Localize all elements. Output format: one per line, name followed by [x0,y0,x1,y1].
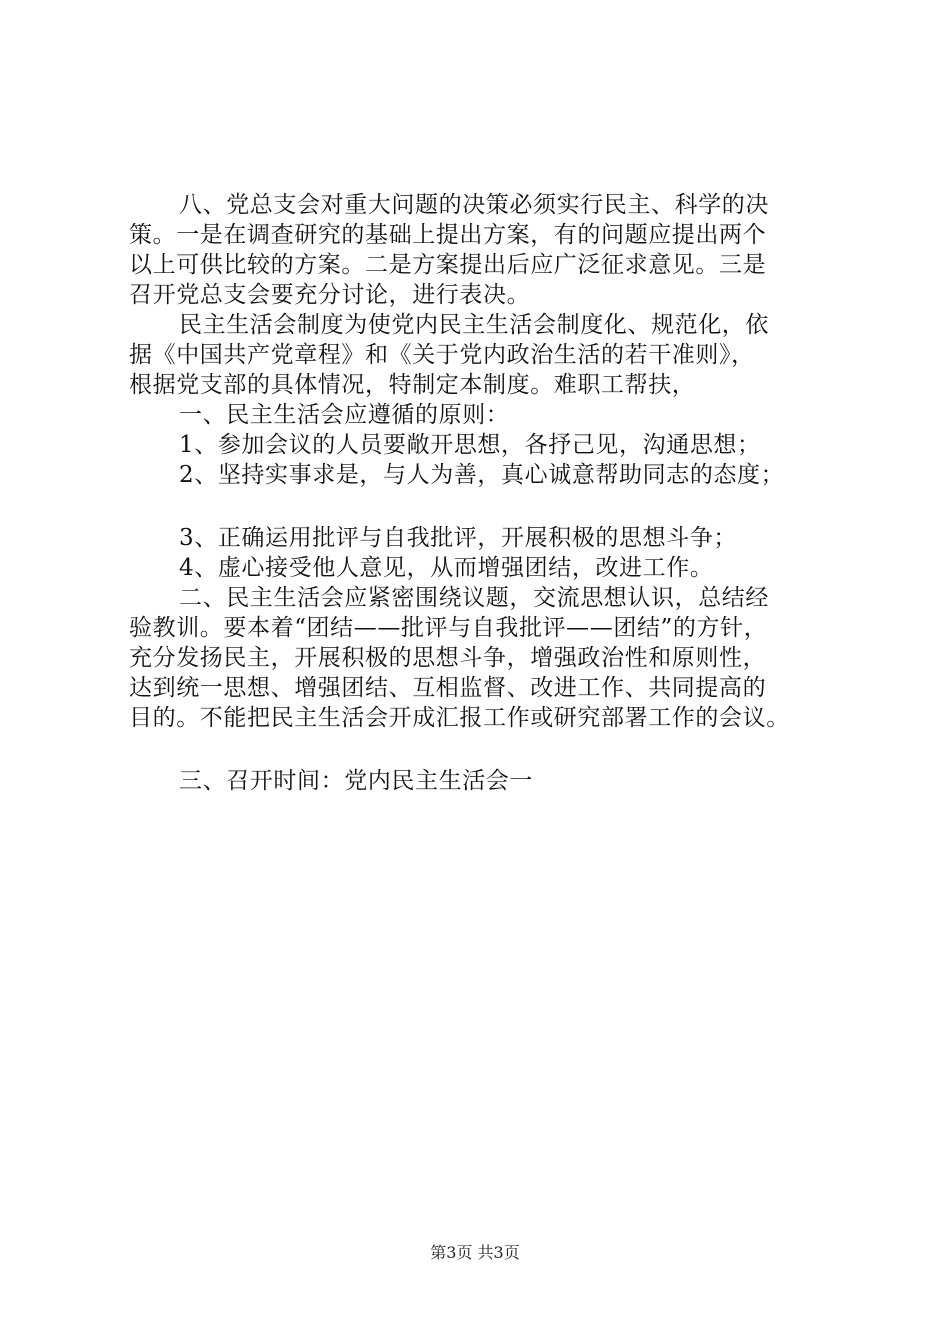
list-item: 3、正确运用批评与自我批评，开展积极的思想斗争； [179,525,738,551]
list-item: 1、参加会议的人员要敞开思想，各抒己见，沟通思想； [179,432,761,458]
paragraph-line: 验教训。要本着“团结——批评与自我批评——团结”的方针， [129,615,768,641]
paragraph-line: 以上可供比较的方案。二是方案提出后应广泛征求意见。三是 [129,252,767,278]
section-heading-2: 二、民主生活会应紧密围绕议题，交流思想认识，总结经 [179,585,769,611]
paragraph-line: 达到统一思想、增强团结、互相监督、改进工作、共同提高的 [129,675,767,701]
list-item: 2、坚持实事求是，与人为善，真心诚意帮助同志的态度； [179,462,785,488]
blank-gap [129,733,849,766]
paragraph-line: 目的。不能把民主生活会开成汇报工作或研究部署工作的会议。 [129,705,790,731]
list-item: 4、虚心接受他人意见，从而增强团结，改进工作。 [179,555,714,581]
paragraph-line: 民主生活会制度为使党内民主生活会制度化、规范化，依 [179,312,769,338]
page-number-footer: 第3页 共3页 [430,1243,520,1262]
paragraph-line: 根据党支部的具体情况，特制定本制度。难职工帮扶， [129,372,696,398]
document-body [129,190,849,796]
section-heading-1: 一、民主生活会应遵循的原则： [179,402,510,428]
paragraph-line: 八、党总支会对重大问题的决策必须实行民主、科学的决 [179,192,769,218]
section-heading-3: 三、召开时间：党内民主生活会一 [179,768,533,794]
paragraph-line: 充分发扬民主，开展积极的思想斗争，增强政治性和原则性， [129,645,767,671]
paragraph-line: 策。一是在调查研究的基础上提出方案，有的问题应提出两个 [129,222,767,248]
blank-gap [129,490,849,523]
paragraph-line: 召开党总支会要充分讨论，进行表决。 [129,282,531,308]
paragraph-line: 据《中国共产党章程》和《关于党内政治生活的若干准则》， [129,342,755,368]
